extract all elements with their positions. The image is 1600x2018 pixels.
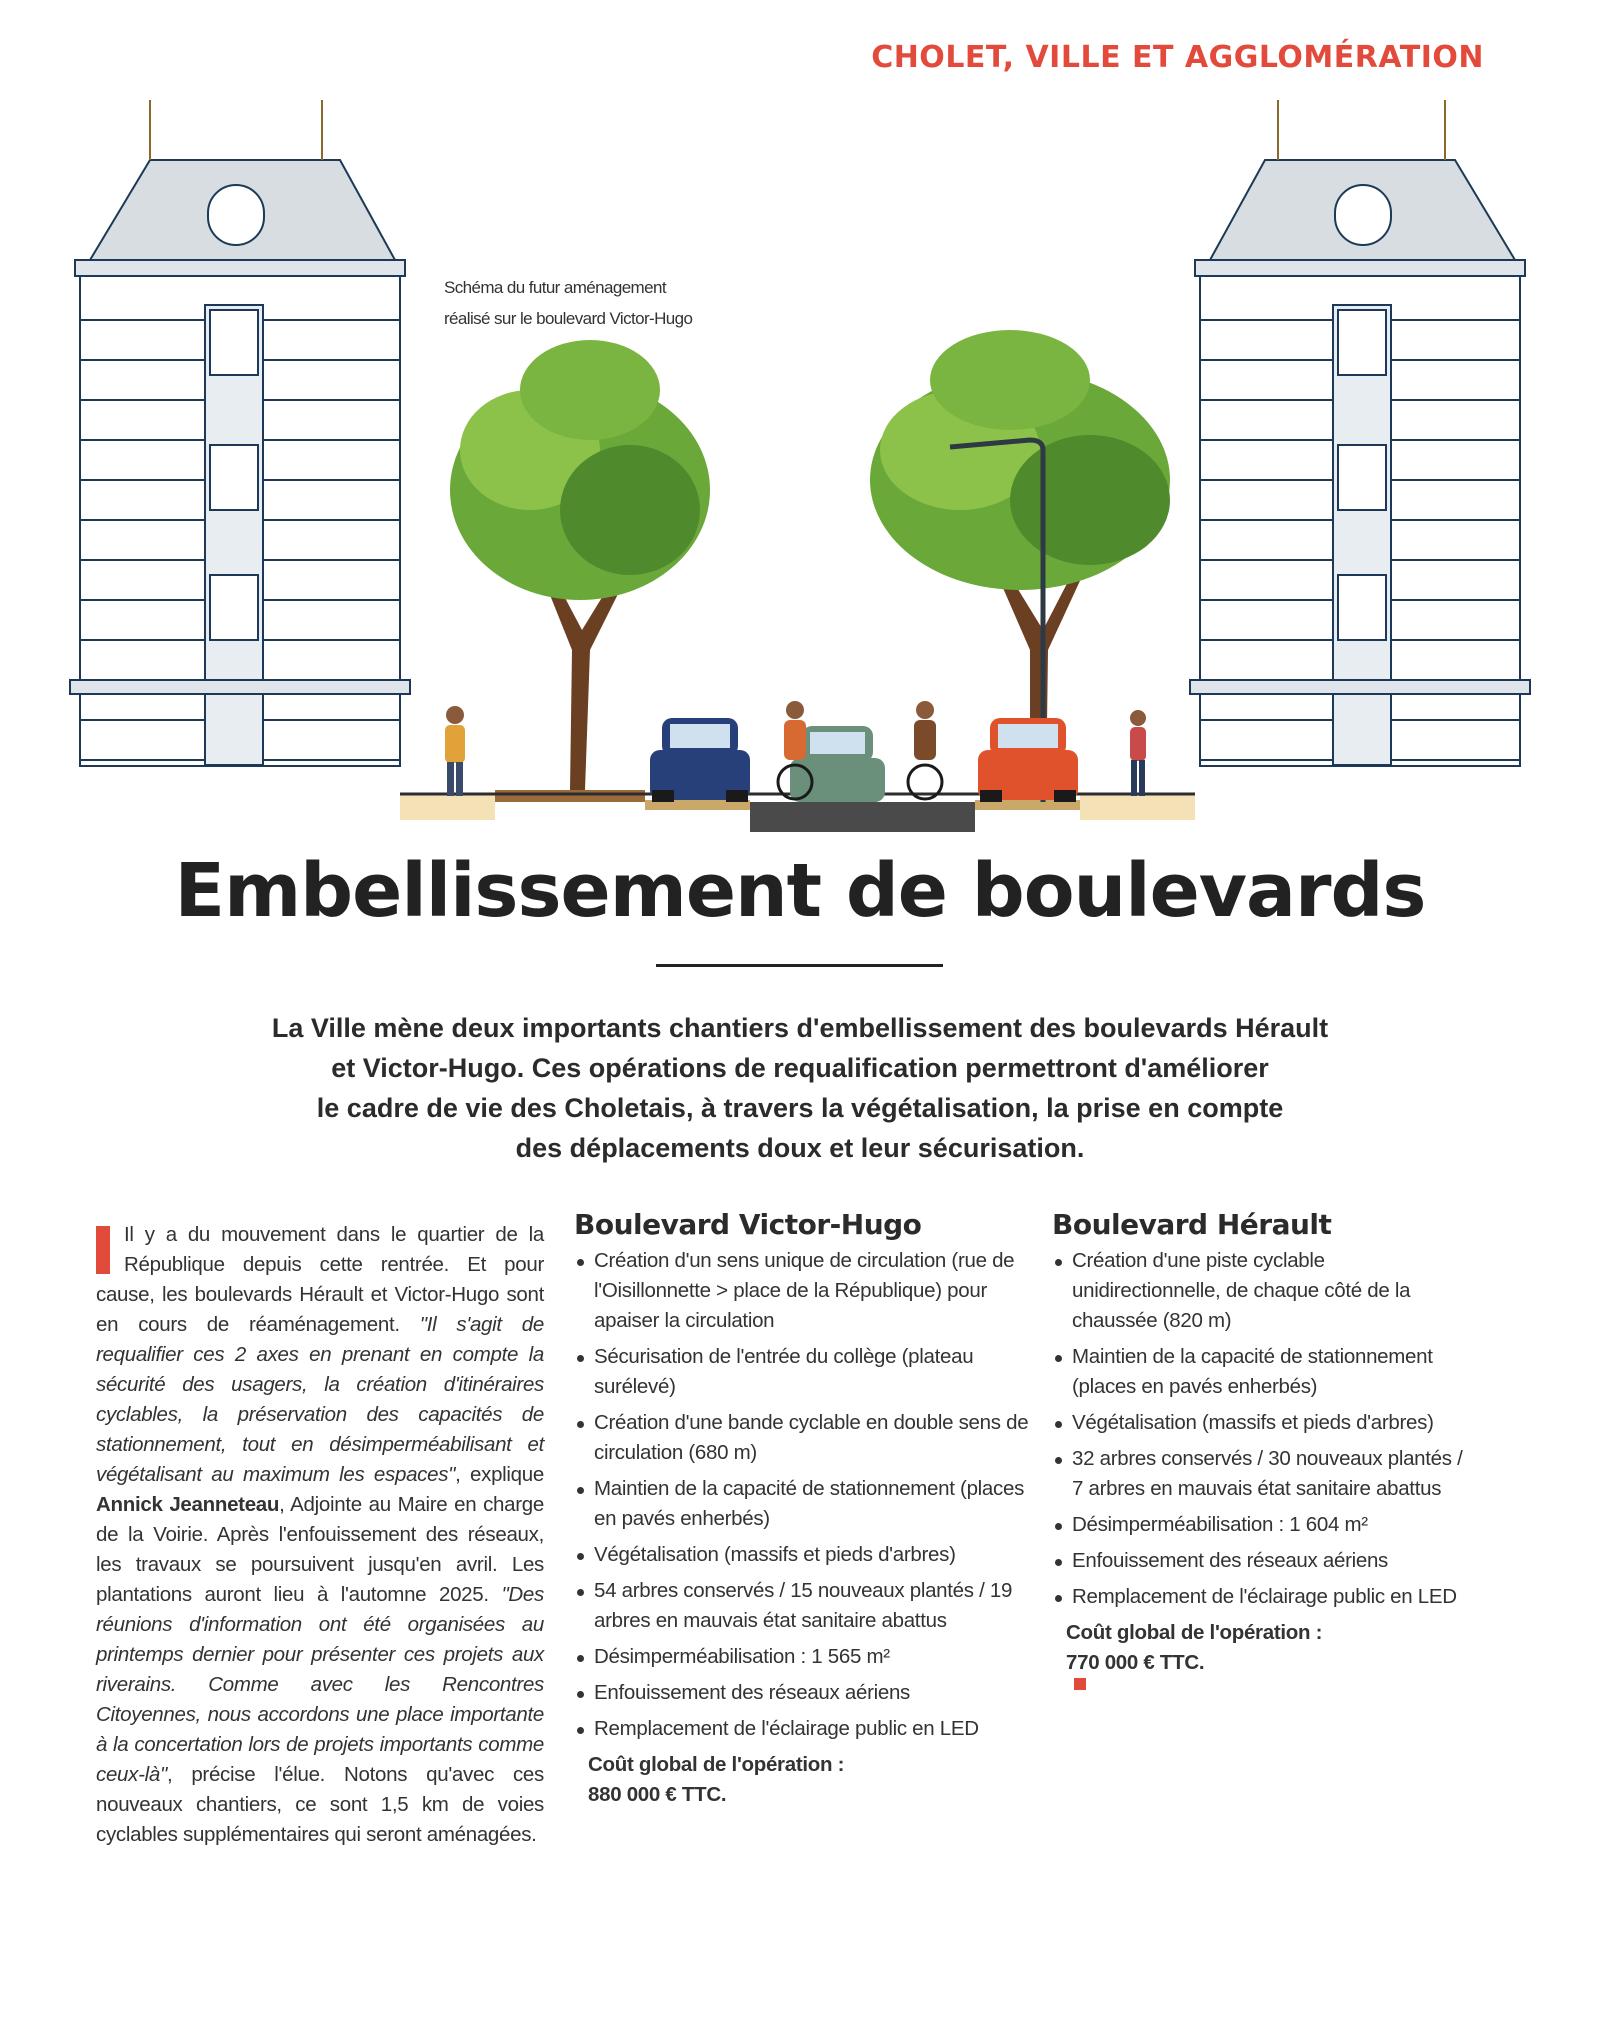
right-sidewalk	[1080, 795, 1195, 820]
quote-1: "Il s'agit de requalifier ces 2 axes en prenant en compte la sécurité des usagers, la création d'itinéraires cyclables, la préservation des capacités de stationnement, tout en désimperméabilisant et végétalisant au maximum les espaces"	[96, 1313, 544, 1486]
cost-label: Coût global de l'opération :	[1066, 1621, 1323, 1644]
title-divider	[656, 964, 943, 967]
cost-value: 880 000 € TTC.	[588, 1783, 727, 1806]
list-item: Sécurisation de l'entrée du collège (plateau surélevé)	[574, 1342, 1034, 1402]
cost-value-line	[1066, 1648, 1472, 1690]
body-text: , Adjointe au Maire en charge de la Voirie. Après l'enfouissement des réseaux, les travaux se poursuivent jusqu'en avril. Les plantations auront lieu à l'automne 2025.	[96, 1493, 544, 1606]
herault-cost	[1052, 1618, 1472, 1690]
road	[750, 802, 975, 832]
victor-hugo-column	[574, 1210, 1034, 1810]
left-sidewalk	[400, 795, 495, 820]
list-item: Végétalisation (massifs et pieds d'arbres)	[1052, 1408, 1472, 1438]
victor-hugo-cost	[574, 1750, 1034, 1810]
dropcap-mark	[96, 1226, 110, 1274]
street-illustration	[0, 90, 1600, 840]
list-item: Création d'une bande cyclable en double sens de circulation (680 m)	[574, 1408, 1034, 1468]
list-item: Création d'une piste cyclable unidirectionnelle, de chaque côté de la chaussée (820 m)	[1052, 1246, 1472, 1336]
right-building	[1190, 100, 1530, 766]
left-building	[70, 100, 410, 766]
list-item: Enfouissement des réseaux aériens	[1052, 1546, 1472, 1576]
pedestrian-left	[445, 706, 465, 796]
list-item: Désimperméabilisation : 1 604 m²	[1052, 1510, 1472, 1540]
victor-hugo-list	[574, 1246, 1034, 1744]
orange-car	[978, 718, 1078, 802]
list-item: Désimperméabilisation : 1 565 m²	[574, 1642, 1034, 1672]
blue-car	[650, 718, 750, 802]
list-item: 32 arbres conservés / 30 nouveaux plantés / 7 arbres en mauvais état sanitaire abattus	[1052, 1444, 1472, 1504]
herault-heading: Boulevard Hérault	[1052, 1208, 1332, 1241]
speaker-name: Annick Jeanneteau	[96, 1493, 280, 1516]
quote-2: "Des réunions d'information ont été organisées au printemps dernier pour présenter ces projets aux riverains. Comme avec les Rencontres Citoyennes, nous accordons une place importante à la concertation lors de projets importants comme ceux-là"	[96, 1583, 544, 1786]
end-mark	[1074, 1678, 1086, 1690]
cost-label: Coût global de l'opération :	[588, 1753, 845, 1776]
victor-hugo-heading: Boulevard Victor-Hugo	[574, 1208, 922, 1241]
list-item: Remplacement de l'éclairage public en LED	[1052, 1582, 1472, 1612]
herault-column	[1052, 1210, 1472, 1690]
intro-paragraph	[150, 1008, 1450, 1168]
body-text: , précise l'élue. Notons qu'avec ces nouveaux chantiers, ce sont 1,5 km de voies cyclables supplémentaires qui seront aménagées.	[96, 1763, 544, 1846]
page-title: Embellissement de boulevards	[174, 848, 1426, 934]
list-item: 54 arbres conservés / 15 nouveaux plantés / 19 arbres en mauvais état sanitaire abattus	[574, 1576, 1034, 1636]
article-body	[96, 1220, 544, 1850]
intro-line: La Ville mène deux importants chantiers d'embellissement des boulevards Hérault	[271, 1013, 1329, 1043]
list-item: Enfouissement des réseaux aériens	[574, 1678, 1034, 1708]
list-item: Maintien de la capacité de stationnement (places en pavés enherbés)	[574, 1474, 1034, 1534]
section-label: CHOLET, VILLE ET AGGLOMÉRATION	[871, 40, 1484, 75]
body-text: , explique	[455, 1463, 544, 1486]
body-text: Il y a du mouvement dans le quartier de la République depuis cette rentrée. Et pour cause, les boulevards Hérault et Victor-Hugo sont en cours de réaménagement.	[96, 1223, 544, 1336]
list-item: Création d'un sens unique de circulation (rue de l'Oisillonnette > place de la République) pour apaiser la circulation	[574, 1246, 1034, 1336]
list-item: Remplacement de l'éclairage public en LED	[574, 1714, 1034, 1744]
intro-line: des déplacements doux et leur sécurisation.	[515, 1133, 1085, 1163]
cost-value: 770 000 € TTC.	[1066, 1651, 1205, 1674]
caption-line: Schéma du futur aménagement	[444, 278, 666, 297]
herault-list	[1052, 1246, 1472, 1612]
cyclist-right	[908, 701, 942, 799]
intro-line: et Victor-Hugo. Ces opérations de requalification permettront d'améliorer	[331, 1053, 1269, 1083]
illustration-caption	[444, 272, 774, 334]
pedestrian-right	[1130, 710, 1146, 796]
caption-line: réalisé sur le boulevard Victor-Hugo	[444, 309, 693, 328]
list-item: Maintien de la capacité de stationnement (places en pavés enherbés)	[1052, 1342, 1472, 1402]
intro-line: le cadre de vie des Choletais, à travers la végétalisation, la prise en compte	[316, 1093, 1284, 1123]
left-planter	[495, 790, 645, 802]
list-item: Végétalisation (massifs et pieds d'arbres)	[574, 1540, 1034, 1570]
body-paragraph	[96, 1220, 544, 1850]
